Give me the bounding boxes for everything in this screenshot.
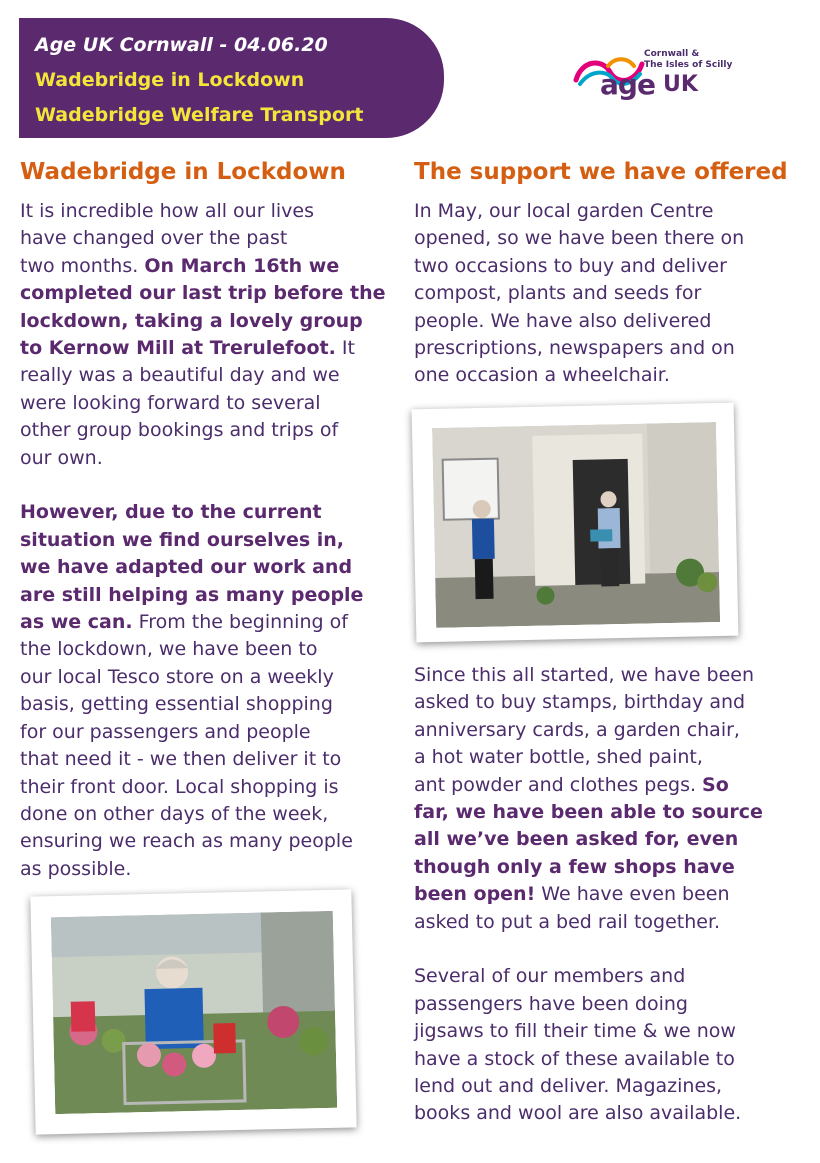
text-line: have changed over the past — [20, 227, 288, 250]
text-line: asked to put a bed rail together. — [414, 910, 721, 933]
text-line: lend out and deliver. Magazines, — [414, 1075, 723, 1098]
text-line: are still helping as many people — [20, 583, 364, 606]
text-line: done on other days of the week, — [20, 802, 329, 825]
text-line: our own. — [20, 446, 103, 469]
logo-age-text: age — [600, 68, 655, 101]
text-line: prescriptions, newspapers and on — [414, 337, 735, 360]
text-line: situation we find ourselves in, — [20, 528, 345, 551]
text-line: were looking forward to several — [20, 391, 321, 414]
text-line: Since this all started, we have been — [414, 664, 754, 686]
text-line: one occasion a wheelchair. — [414, 364, 670, 387]
doorway-photo — [412, 403, 739, 643]
text-line: lockdown, taking a lovely group — [20, 309, 363, 332]
logo-subtitle: Cornwall & — [644, 49, 700, 59]
text-line: other group bookings and trips of — [20, 419, 339, 442]
text-line: people. We have also delivered — [414, 309, 712, 332]
banner-subtitle-2: Wadebridge Welfare Transport — [35, 104, 364, 126]
age-uk-logo — [572, 46, 742, 106]
text-line: asked to buy stamps, birthday and — [414, 691, 746, 714]
text-line: have a stock of these available to — [414, 1047, 735, 1070]
paragraph-spacer — [414, 936, 804, 963]
banner-subtitle: Wadebridge in Lockdown — [35, 69, 305, 91]
text-line: a hot water bottle, shed paint, — [414, 746, 703, 769]
text-line: two occasions to buy and deliver — [414, 254, 727, 277]
right-paragraph-2 — [414, 662, 804, 936]
text-line: two months. On March 16th we — [20, 254, 340, 277]
right-paragraph-1 — [414, 198, 804, 390]
paragraph-spacer — [20, 472, 400, 499]
text-line: as we can. From the beginning of — [20, 611, 348, 634]
text-line: their front door. Local shopping is — [20, 775, 339, 798]
text-line: all we’ve been asked for, even — [414, 828, 739, 851]
left-heading: Wadebridge in Lockdown — [20, 159, 346, 185]
text-line: to Kernow Mill at Trerulefoot. It — [20, 337, 355, 360]
text-line: our local Tesco store on a weekly — [20, 665, 334, 688]
text-line: basis, getting essential shopping — [20, 693, 333, 716]
text-line: Several of our members and — [414, 965, 686, 988]
text-line: that need it - we then deliver it to — [20, 748, 342, 771]
text-line: opened, so we have been there on — [414, 227, 745, 250]
left-column-text — [20, 198, 400, 883]
text-line: far, we have been able to source — [414, 801, 763, 824]
garden-centre-photo — [30, 889, 356, 1134]
logo-uk-text: UK — [663, 72, 698, 97]
right-paragraph-3 — [414, 963, 804, 1127]
right-heading: The support we have offered — [414, 159, 788, 185]
text-line: In May, our local garden Centre — [414, 200, 714, 222]
text-line: the lockdown, we have been to — [20, 638, 318, 661]
banner-date-title: Age UK Cornwall - 04.06.20 — [35, 34, 328, 56]
left-paragraph-2 — [20, 499, 400, 883]
text-line: been open! We have even been — [414, 883, 730, 906]
text-line: It is incredible how all our lives — [20, 200, 314, 222]
text-line: completed our last trip before the — [20, 282, 386, 305]
right-column-text-1 — [414, 198, 804, 390]
left-paragraph-1 — [20, 198, 400, 472]
text-line: books and wool are also available. — [414, 1102, 742, 1125]
text-line: ensuring we reach as many people — [20, 830, 353, 853]
text-line: However, due to the current — [20, 501, 322, 524]
text-line: anniversary cards, a garden chair, — [414, 718, 740, 741]
header-banner — [19, 18, 444, 138]
text-line: passengers have been doing — [414, 992, 688, 1015]
text-line: though only a few shops have — [414, 855, 735, 878]
right-column-text-2 — [414, 662, 804, 1128]
text-line: we have adapted our work and — [20, 556, 353, 579]
text-line: jigsaws to fill their time & we now — [414, 1020, 736, 1043]
text-line: really was a beautiful day and we — [20, 364, 340, 387]
text-line: compost, plants and seeds for — [414, 282, 702, 305]
logo-subtitle-2: The Isles of Scilly — [644, 60, 733, 70]
text-line: for our passengers and people — [20, 720, 311, 743]
text-line: ant powder and clothes pegs. So — [414, 773, 729, 796]
text-line: as possible. — [20, 857, 132, 880]
